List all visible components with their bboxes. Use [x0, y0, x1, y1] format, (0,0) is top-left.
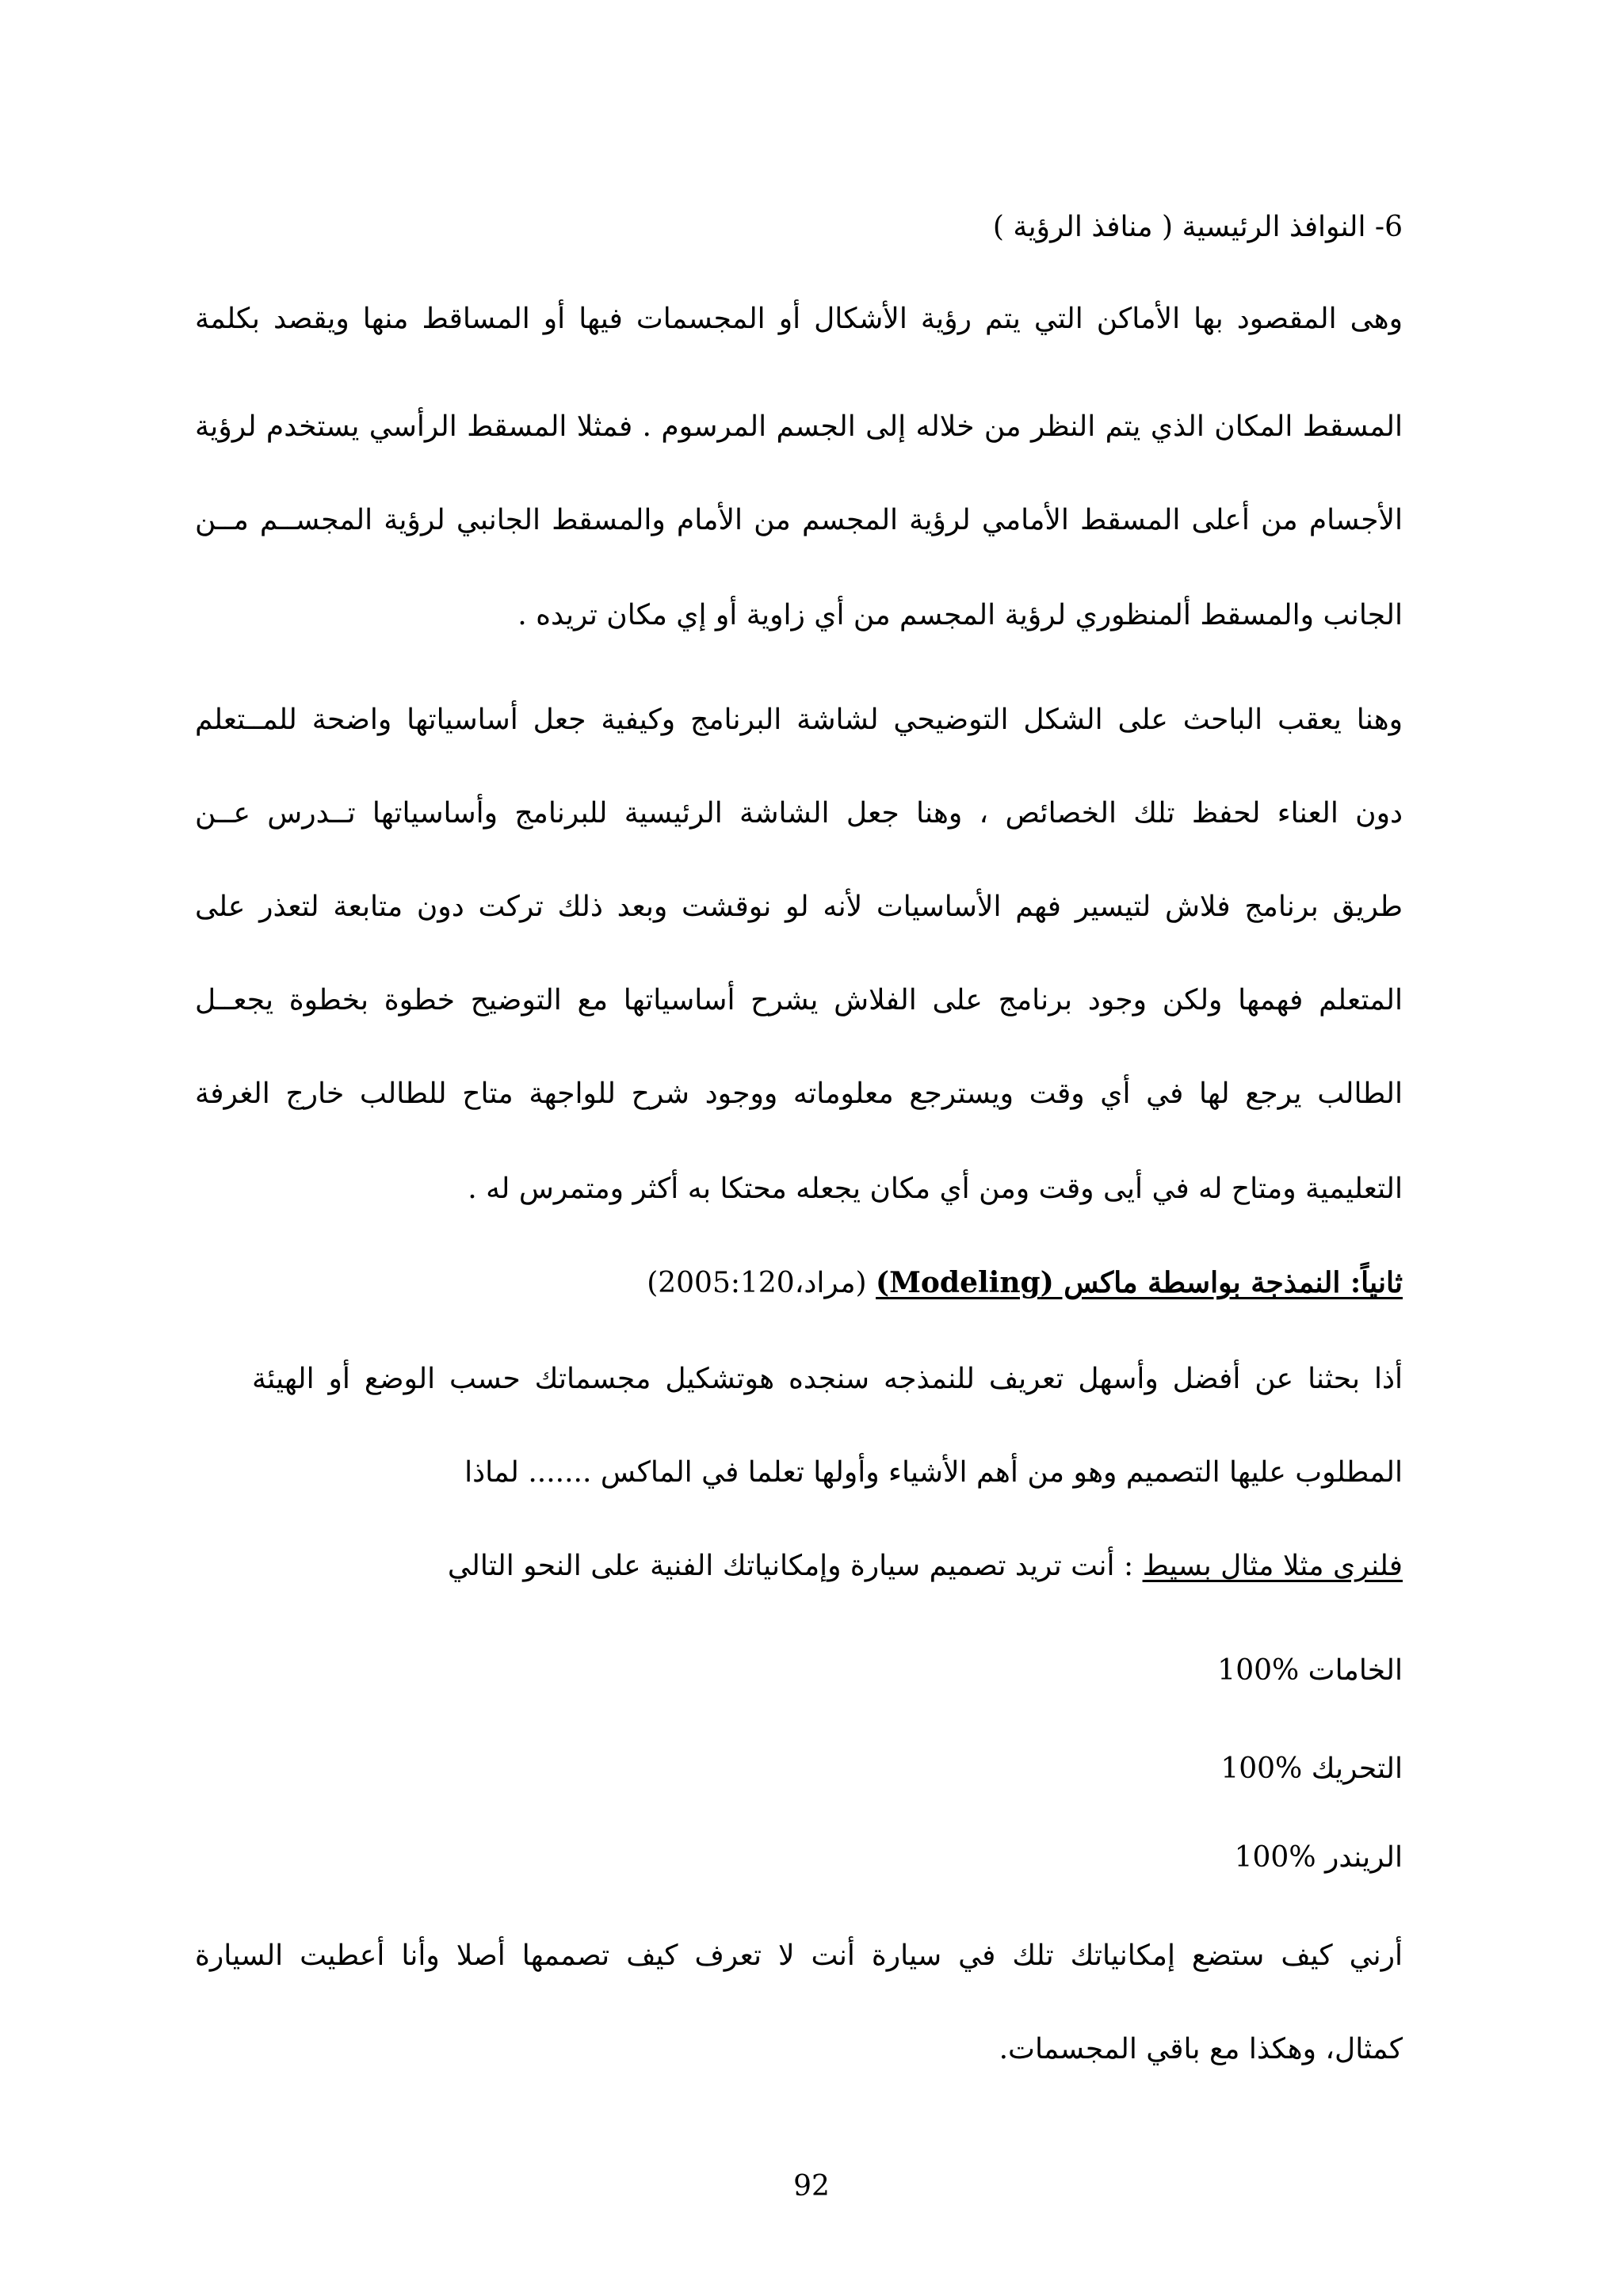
paragraph-line: التعليمية ومتاح له في أيى وقت ومن أي مكان يجعله محتكا به أكثر ومتمرس له .: [468, 1173, 1403, 1205]
capability-item: [1220, 1749, 1403, 1789]
example-label: فلنرى مثلا مثال بسيط: [1142, 1550, 1403, 1582]
modeling-heading-title: ثانياً: النمذجة بواسطة ماكس (Modeling): [876, 1266, 1403, 1299]
section-heading-modeling: [647, 1263, 1403, 1303]
paragraph-line: الأجسام من أعلى المسقط الأمامي لرؤية المجسم من الأمام والمسقط الجانبي لرؤية المجســم مــن: [195, 504, 1403, 536]
paragraph-line: الطالب يرجع لها في أي وقت ويسترجع معلوماته ووجود شرح للواجهة متاح للطالب خارج الغرفة: [195, 1077, 1403, 1110]
paragraph-line: دون العناء لحفظ تلك الخصائص ، وهنا جعل الشاشة الرئيسية للبرنامج وأساسياتها تــدرس عــن: [195, 797, 1403, 830]
page-number: 92: [793, 2170, 830, 2203]
capability-name: التحريك: [1311, 1753, 1403, 1785]
modeling-heading-citation: (مراد،2005:120): [647, 1267, 867, 1299]
capability-value: 100%: [1220, 1753, 1303, 1785]
capability-item: [1235, 1838, 1403, 1878]
capability-value: 100%: [1217, 1654, 1300, 1687]
paragraph-line: أرني كيف ستضع إمكانياتك تلك في سيارة أنت لا تعرف كيف تصممها أصلا وأنا أعطيت السيارة: [195, 1939, 1403, 1972]
section-heading-main-windows: 6- النوافذ الرئيسية ( منافذ الرؤية ): [992, 211, 1403, 243]
paragraph-line: أذا بحثنا عن أفضل وأسهل تعريف للنمذجه سنجده هوتشكيل مجسماتك حسب الوضع أو الهيئة: [252, 1363, 1403, 1395]
paragraph-line: طريق برنامج فلاش لتيسير فهم الأساسيات لأنه لو نوقشت وبعد ذلك تركت دون متابعة لتعذر على: [195, 891, 1403, 923]
paragraph-line: المتعلم فهمها ولكن وجود برنامج على الفلاش يشرح أساسياتها مع التوضيح خطوة بخطوة يجعــل: [195, 984, 1403, 1016]
paragraph-line: المسقط المكان الذي يتم النظر من خلاله إلى الجسم المرسوم . فمثلا المسقط الرأسي يستخدم لرؤية: [195, 410, 1403, 443]
capability-value: 100%: [1234, 1841, 1316, 1874]
example-line: [448, 1547, 1403, 1586]
capability-name: الخامات: [1308, 1654, 1403, 1687]
paragraph-line: كمثال، وهكذا مع باقي المجسمات.: [999, 2033, 1403, 2065]
example-text: : أنت تريد تصميم سيارة وإمكانياتك الفنية على النحو التالي: [447, 1550, 1143, 1582]
capability-name: الريندر: [1325, 1841, 1403, 1874]
paragraph-line: الجانب والمسقط ألمنظوري لرؤية المجسم من أي زاوية أو إي مكان تريده .: [517, 599, 1403, 631]
paragraph-line: المطلوب عليها التصميم وهو من أهم الأشياء وأولها تعلما في الماكس ....... لماذا: [464, 1456, 1403, 1489]
capability-item: [1217, 1651, 1403, 1691]
paragraph-line: وهنا يعقب الباحث على الشكل التوضيحي لشاشة البرنامج وكيفية جعل أساسياتها واضحة للمــتعلم: [195, 704, 1403, 736]
paragraph-line: وهى المقصود بها الأماكن التي يتم رؤية الأشكال أو المجسمات فيها أو المساقط منها ويقصد بكلمة: [195, 303, 1403, 335]
